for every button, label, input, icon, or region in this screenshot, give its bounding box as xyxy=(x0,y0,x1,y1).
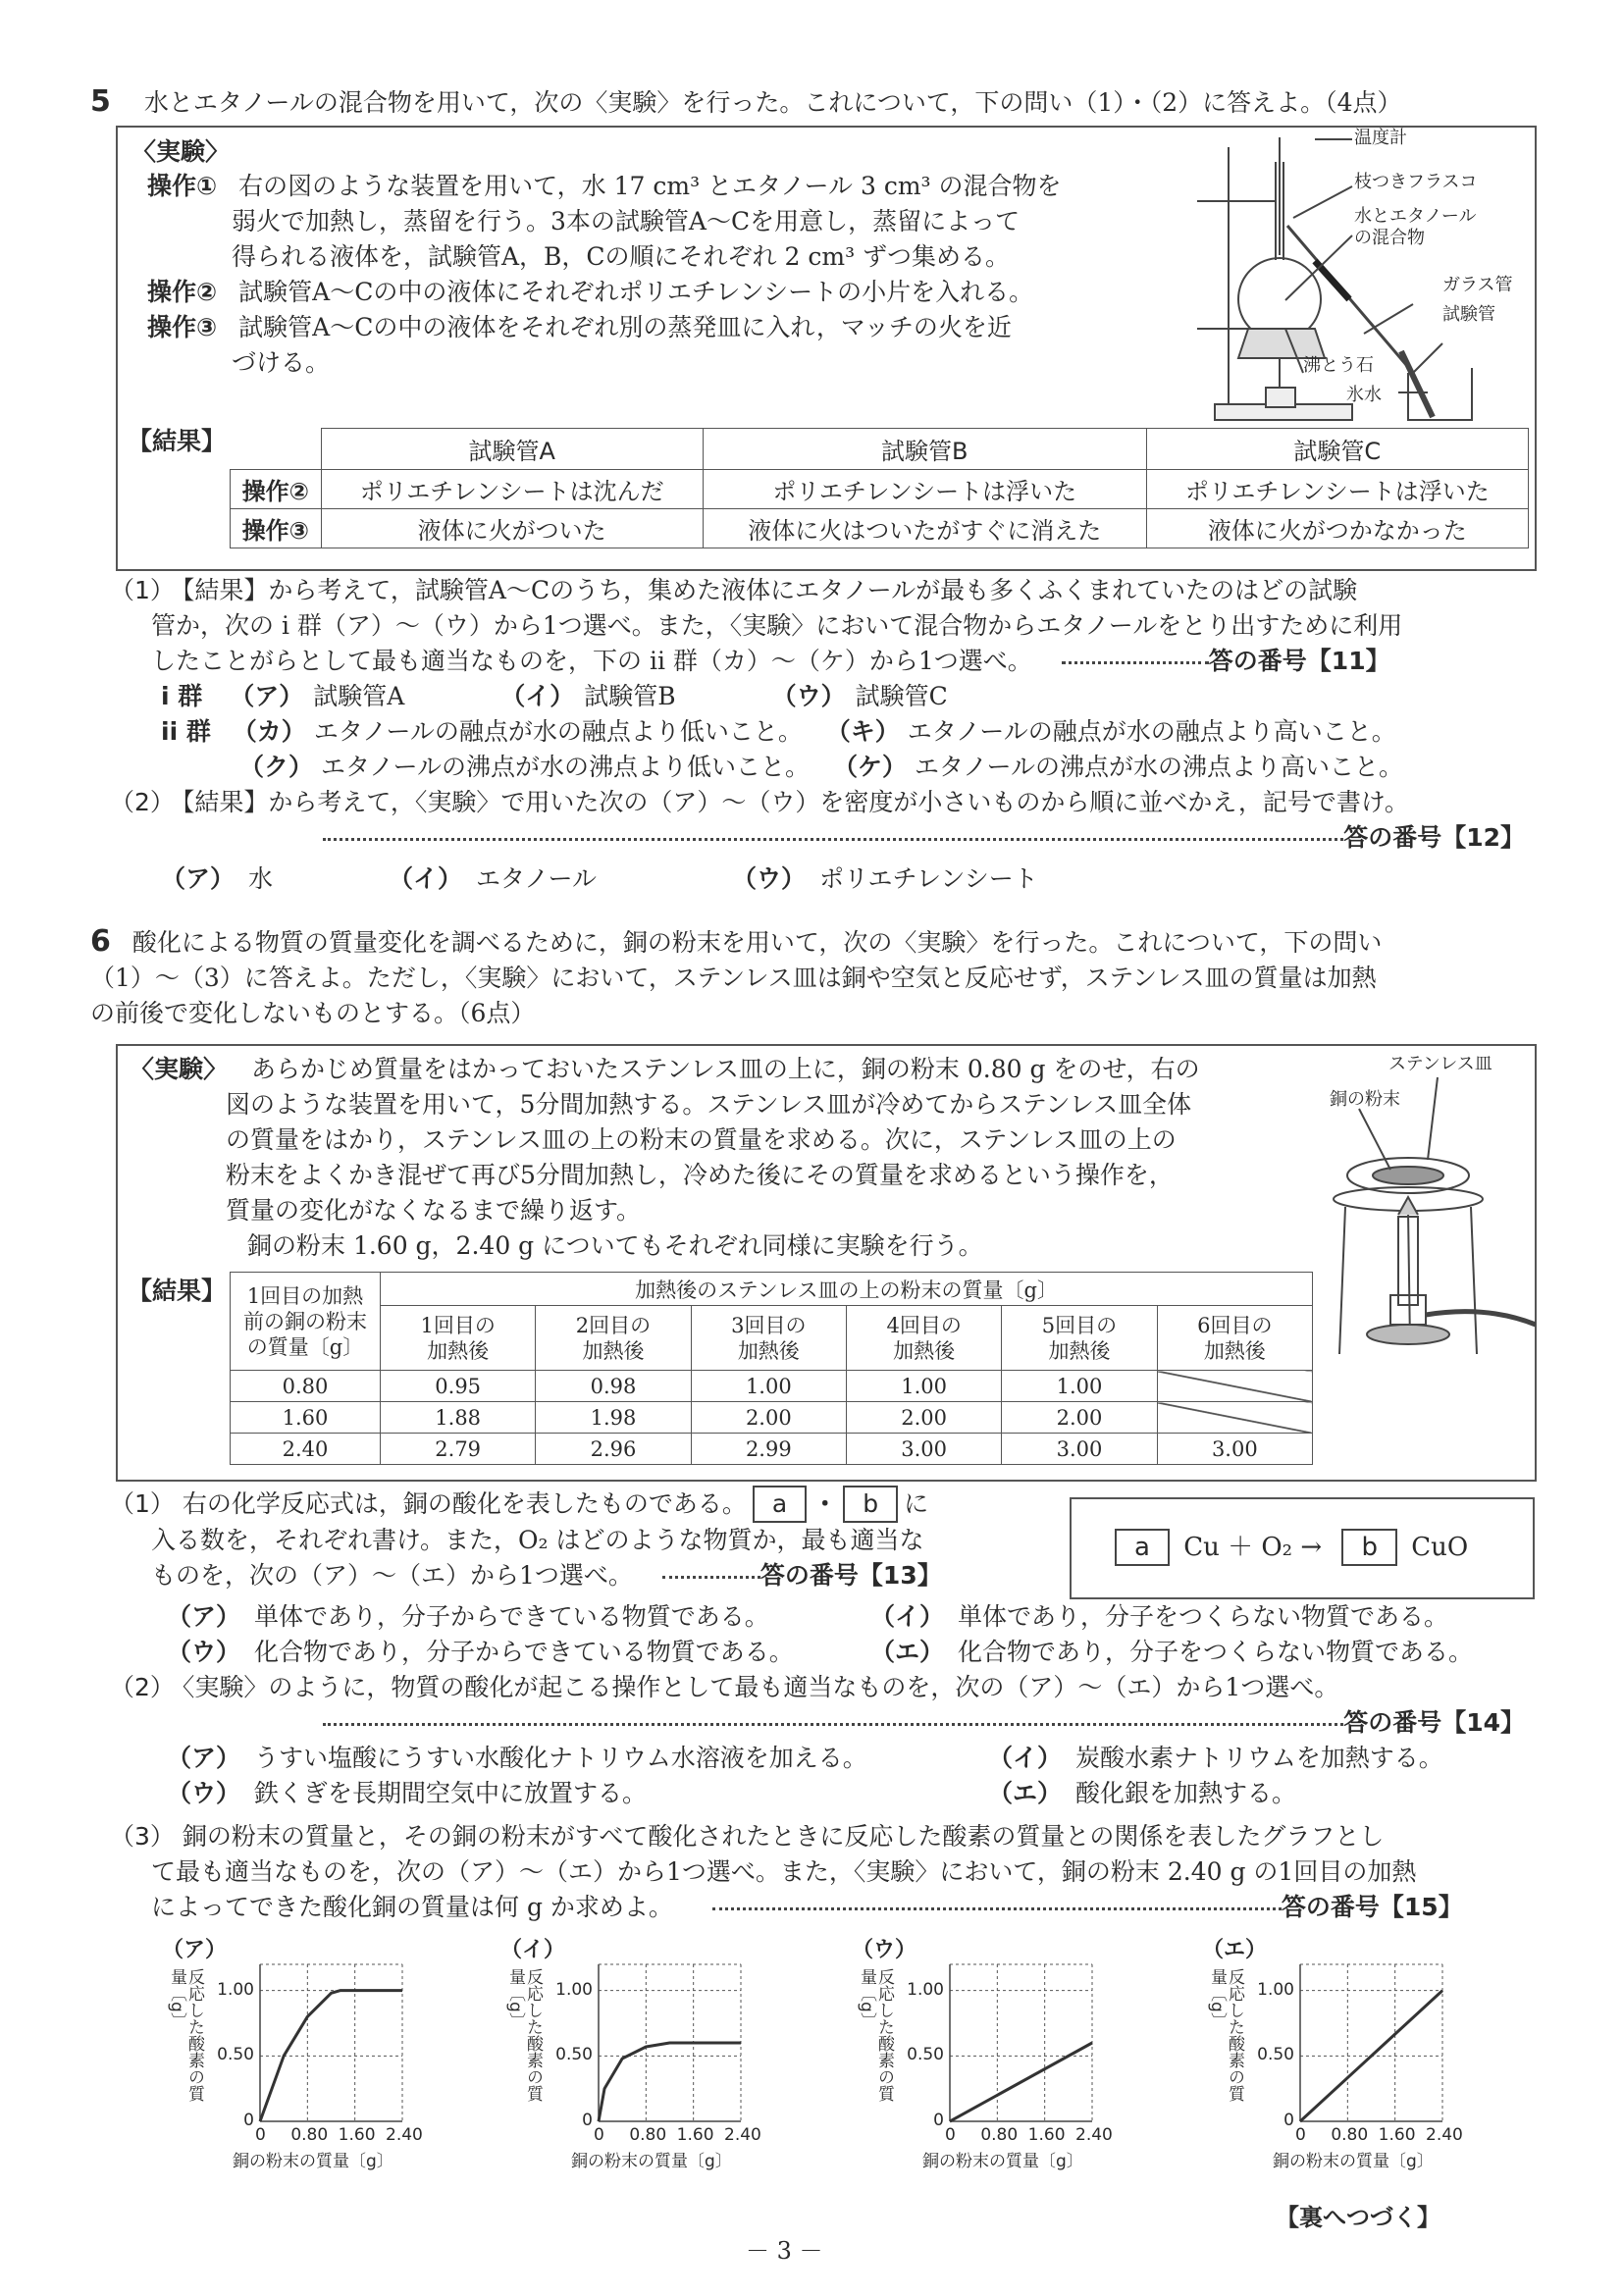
blank-box-b: b xyxy=(843,1486,898,1523)
q6-exp-line-3: の質量をはかり，ステンレス皿の上の粉末の質量を求める。次に，ステンレス皿の上の xyxy=(226,1125,1177,1154)
q6-question-2 xyxy=(110,1670,1543,1811)
cell: 1.98 xyxy=(536,1402,691,1434)
leader-dots xyxy=(1062,661,1209,664)
op1-text-1: 右の図のような装置を用いて，水 17 cm³ とエタノール 3 cm³ の混合物を xyxy=(238,172,1062,200)
choice-text: 単体であり，分子をつくらない物質である。 xyxy=(957,1602,1448,1631)
graph-choice-1 xyxy=(162,1933,456,2171)
cell: 0.98 xyxy=(536,1371,691,1402)
choice-text: エタノールの融点が水の融点より低いこと。 xyxy=(313,717,803,746)
choice-key: （エ） xyxy=(987,1779,1062,1807)
q5-1-text-3: したことがらとして最も適当なものを，下の ii 群（カ）～（ケ）から1つ選べ。 xyxy=(151,647,1032,675)
x-axis-label: 銅の粉末の質量〔g〕 xyxy=(922,2152,1083,2171)
choice-key: （ウ） xyxy=(771,682,846,710)
x-tick-label: 2.40 xyxy=(724,2125,761,2145)
x-tick-label: 1.60 xyxy=(1378,2125,1416,2145)
table-header-row xyxy=(231,429,1529,470)
empty-cell-slash xyxy=(1157,1371,1312,1402)
page-number: － 3 － xyxy=(746,2237,823,2265)
label-test-tube: 試験管 xyxy=(1442,304,1495,325)
equation-blank-b: b xyxy=(1341,1529,1397,1566)
x-tick-label: 2.40 xyxy=(386,2125,423,2145)
q6-exp-line-1: あらかじめ質量をはかっておいたステンレス皿の上に，銅の粉末 0.80 g をのせ，右の xyxy=(251,1055,1200,1083)
answer-number-15: 答の番号【15】 xyxy=(1281,1893,1463,1921)
col-header-line: 加熱後 xyxy=(427,1338,490,1363)
blank-box-a: a xyxy=(753,1486,807,1523)
choice-text: エタノールの融点が水の融点より高いこと。 xyxy=(907,717,1396,746)
answer-number-11: 答の番号【11】 xyxy=(1208,647,1390,675)
cell: 2.96 xyxy=(536,1434,691,1465)
choice-text: うすい塩酸にうすい水酸化ナトリウム水溶液を加える。 xyxy=(254,1744,867,1772)
choice-text: エタノールの沸点が水の沸点より高いこと。 xyxy=(915,753,1404,781)
continue-note: 【裏へつづく】 xyxy=(1276,2204,1440,2231)
col-header-line: 2回目の xyxy=(575,1313,652,1337)
x-tick-label: 2.40 xyxy=(1075,2125,1113,2145)
leader-dots xyxy=(323,838,1343,841)
choice-text: 炭酸水素ナトリウムを加熱する。 xyxy=(1074,1744,1443,1772)
x-tick-label: 0.80 xyxy=(1331,2125,1369,2145)
q6-experiment-label: 〈実験〉 xyxy=(130,1055,229,1083)
y-tick-label: 0.50 xyxy=(555,2045,593,2065)
y-tick-label: 0 xyxy=(582,2111,593,2130)
cell: 0.80 xyxy=(231,1371,381,1402)
choice-text: 試験管C xyxy=(855,682,948,710)
x-tick-label: 0 xyxy=(945,2125,956,2145)
cell: 1.88 xyxy=(381,1402,536,1434)
cell: ポリエチレンシートは沈んだ xyxy=(321,470,703,509)
choice-text: 試験管A xyxy=(313,682,405,710)
q6-1-number: （1） xyxy=(110,1489,175,1518)
choice-key: （イ） xyxy=(987,1744,1062,1772)
col-header-line: 加熱後 xyxy=(1048,1338,1111,1363)
cell: 液体に火がついた xyxy=(321,509,703,548)
q5-number: 5 xyxy=(90,84,111,119)
q6-3-text-3: によってできた酸化銅の質量は何 g か求めよ。 xyxy=(151,1893,673,1921)
burner-figure xyxy=(1330,1050,1536,1383)
q5-operations xyxy=(147,169,1168,381)
choice-key: （ウ） xyxy=(167,1779,241,1807)
choice-key: （ク） xyxy=(239,753,314,781)
label-ice-water: 氷水 xyxy=(1346,385,1382,405)
header-tube-a: 試験管A xyxy=(321,429,703,470)
graph-choice-4 xyxy=(1202,1933,1496,2171)
choice-text: 化合物であり，分子からできている物質である。 xyxy=(254,1638,794,1666)
op1-line-1 xyxy=(147,169,1168,204)
label-stainless-dish: ステンレス皿 xyxy=(1388,1054,1492,1074)
op2-text: 試験管A～Cの中の液体にそれぞれポリエチレンシートの小片を入れる。 xyxy=(238,278,1034,306)
cell: 2.00 xyxy=(846,1402,1001,1434)
col-header-line: 5回目の xyxy=(1041,1313,1118,1337)
x-tick-label: 0.80 xyxy=(290,2125,329,2145)
y-axis-label: 反応した酸素の質量〔g〕 xyxy=(857,1968,894,2102)
choice-text: 水 xyxy=(248,864,274,893)
table-subheader-row xyxy=(231,1306,1313,1371)
op3-text-2: づける。 xyxy=(232,348,331,377)
y-tick-label: 0 xyxy=(1283,2111,1294,2130)
label-boiling-stone: 沸とう石 xyxy=(1303,355,1374,376)
y-tick-label: 0 xyxy=(243,2111,254,2130)
cell: 1.00 xyxy=(1002,1371,1157,1402)
q6-result-table xyxy=(230,1272,1313,1465)
cell: 2.40 xyxy=(231,1434,381,1465)
op3-line xyxy=(147,310,1168,345)
header-tube-b: 試験管B xyxy=(703,429,1146,470)
graph-title: （エ） xyxy=(1202,1938,1268,1962)
q6-question-3 xyxy=(110,1819,1543,1925)
x-tick-label: 0.80 xyxy=(629,2125,667,2145)
choice-text: 単体であり，分子からできている物質である。 xyxy=(254,1602,769,1631)
q6-intro-3: の前後で変化しないものとする。（6点） xyxy=(90,999,536,1027)
choice-key: （イ） xyxy=(500,682,575,710)
table-row xyxy=(231,1371,1313,1402)
cell: 1.00 xyxy=(691,1371,846,1402)
y-tick-label: 0 xyxy=(933,2111,944,2130)
q6-question-1 xyxy=(110,1486,1091,1593)
label-mixture: 水とエタノール xyxy=(1354,206,1477,227)
q6-intro-2: （1）～（3）に答えよ。ただし，〈実験〉において，ステンレス皿は銅や空気と反応せず，ステンレス皿の質量は加熱 xyxy=(90,964,1377,992)
choice-text: ポリエチレンシート xyxy=(818,864,1038,893)
choice-key: （イ） xyxy=(388,864,462,893)
q6-3-text-1: 銅の粉末の質量と，その銅の粉末がすべて酸化されたときに反応した酸素の質量との関係を表したグラフとし xyxy=(182,1822,1385,1851)
x-tick-label: 1.60 xyxy=(1027,2125,1066,2145)
q5-experiment-label: 〈実験〉 xyxy=(131,137,231,166)
op2-label: 操作② xyxy=(147,278,218,306)
cell: 3.00 xyxy=(1157,1434,1312,1465)
choice-key: （ア） xyxy=(167,1602,241,1631)
col-header-line: 6回目の xyxy=(1197,1313,1273,1337)
cell: 液体に火がつかなかった xyxy=(1146,509,1528,548)
choice-text: 酸化銀を加熱する。 xyxy=(1074,1779,1296,1807)
label-copper-powder: 銅の粉末 xyxy=(1330,1089,1400,1110)
y-tick-label: 1.00 xyxy=(907,1979,944,2000)
group-ii-label: ii 群 xyxy=(161,717,211,746)
q6-number: 6 xyxy=(90,924,111,959)
choice-key: （キ） xyxy=(825,717,900,746)
label-thermometer: 温度計 xyxy=(1354,128,1407,148)
col-header xyxy=(381,1306,536,1371)
cell: 2.79 xyxy=(381,1434,536,1465)
x-tick-label: 1.60 xyxy=(338,2125,376,2145)
col-header xyxy=(691,1306,846,1371)
choice-key: （カ） xyxy=(232,717,306,746)
x-tick-label: 1.60 xyxy=(676,2125,714,2145)
cell: 1.00 xyxy=(846,1371,1001,1402)
y-tick-label: 0.50 xyxy=(1257,2045,1294,2065)
table-corner xyxy=(231,429,322,470)
y-tick-label: 0.50 xyxy=(907,2045,944,2065)
row-header-line: 前の銅の粉末 xyxy=(243,1309,367,1333)
q5-1-number: （1） xyxy=(110,576,175,604)
row-header-line: の質量〔g〕 xyxy=(246,1334,364,1359)
q6-intro-1: 酸化による物質の質量変化を調べるために，銅の粉末を用いて，次の〈実験〉を行った。これについて，下の問い xyxy=(131,928,1383,957)
q6-1-text-1: 右の化学反応式は，銅の酸化を表したものである。 xyxy=(182,1489,747,1518)
graph-title: （イ） xyxy=(500,1938,566,1962)
q5-1-text-2: 管か，次の i 群（ア）～（ウ）から1つ選べ。また，〈実験〉において混合物からエタノールをとり出すために利用 xyxy=(151,611,1403,640)
cell: 0.95 xyxy=(381,1371,536,1402)
q6-exp-line-2: 図のような装置を用いて，5分間加熱する。ステンレス皿が冷めてからステンレス皿全体 xyxy=(226,1090,1192,1119)
table-row xyxy=(231,509,1529,548)
cell: 2.99 xyxy=(691,1434,846,1465)
choice-text: エタノール xyxy=(476,864,598,893)
q6-3-text-2: て最も適当なものを，次の（ア）～（エ）から1つ選べ。また，〈実験〉において，銅の粉末 2.40 g の1回目の加熱 xyxy=(151,1857,1417,1886)
graph-choice-3 xyxy=(852,1933,1146,2171)
header-tube-c: 試験管C xyxy=(1146,429,1528,470)
choice-key: （ケ） xyxy=(832,753,907,781)
table-row xyxy=(231,470,1529,509)
cell: 液体に火はついたがすぐに消えた xyxy=(703,509,1146,548)
q6-2-number: （2） xyxy=(110,1673,175,1701)
answer-number-14: 答の番号【14】 xyxy=(1343,1708,1525,1737)
col-header-line: 1回目の xyxy=(420,1313,496,1337)
cell: 2.00 xyxy=(1002,1402,1157,1434)
q5-intro: 水とエタノールの混合物を用いて，次の〈実験〉を行った。これについて，下の問い（1）・（2）に答えよ。（4点） xyxy=(143,88,1402,117)
cell: ポリエチレンシートは浮いた xyxy=(1146,470,1528,509)
choice-key: （ウ） xyxy=(167,1638,241,1666)
choice-key: （イ） xyxy=(869,1602,944,1631)
choice-text: 鉄くぎを長期間空気中に放置する。 xyxy=(254,1779,648,1807)
label-mixture-2: の混合物 xyxy=(1354,228,1425,248)
particle: に xyxy=(904,1489,929,1518)
col-header-line: 加熱後 xyxy=(893,1338,956,1363)
q5-result-label: 【結果】 xyxy=(128,427,227,455)
leader-dots xyxy=(323,1723,1343,1726)
row-header-line: 1回目の加熱 xyxy=(246,1283,364,1308)
op1-text-2: 弱火で加熱し，蒸留を行う。3本の試験管A～Cを用意し，蒸留によって xyxy=(232,207,1021,235)
q5-header xyxy=(90,84,1402,121)
separator: ・ xyxy=(812,1489,838,1518)
leader-dots xyxy=(712,1907,1282,1910)
graph-choices xyxy=(0,1933,1623,2171)
cell: 3.00 xyxy=(1002,1434,1157,1465)
distillation-figure xyxy=(1178,128,1531,432)
col-header-line: 加熱後 xyxy=(737,1338,800,1363)
q6-1-text-2: 入る数を，それぞれ書け。また，O₂ はどのような物質か，最も適当な xyxy=(151,1526,924,1554)
y-axis-label: 反応した酸素の質量〔g〕 xyxy=(505,1968,543,2102)
op3-text-1: 試験管A～Cの中の液体をそれぞれ別の蒸発皿に入れ，マッチの火を近 xyxy=(238,313,1012,341)
col-header xyxy=(846,1306,1001,1371)
col-header-line: 4回目の xyxy=(886,1313,962,1337)
q5-1-text-1: 【結果】から考えて，試験管A～Cのうち，集めた液体にエタノールが最も多くふくまれていたのはどの試験 xyxy=(182,576,1358,604)
leader-dots xyxy=(662,1576,760,1579)
y-tick-label: 1.00 xyxy=(1257,1979,1294,2000)
op2-line xyxy=(147,275,1168,310)
choice-key: （ア） xyxy=(161,864,236,893)
row-header-cell xyxy=(231,1273,381,1371)
cell: 3.00 xyxy=(846,1434,1001,1465)
cell: 1.60 xyxy=(231,1402,381,1434)
q6-exp-line-5: 質量の変化がなくなるまで繰り返す。 xyxy=(226,1196,642,1225)
choice-key: （エ） xyxy=(869,1638,944,1666)
q6-exp-line-4: 粉末をよくかき混ぜて再び5分間加熱し，冷めた後にその質量を求めるという操作を， xyxy=(226,1161,1174,1189)
answer-number-12: 答の番号【12】 xyxy=(1343,823,1525,852)
table-row xyxy=(231,1434,1313,1465)
q6-experiment-text xyxy=(130,1052,1327,1264)
col-header-line: 加熱後 xyxy=(582,1338,645,1363)
cell: 2.00 xyxy=(691,1402,846,1434)
choice-key: （ア） xyxy=(230,682,304,710)
q6-exp-line-6: 銅の粉末 1.60 g，2.40 g についてもそれぞれ同様に実験を行う。 xyxy=(247,1231,983,1260)
empty-cell-slash xyxy=(1157,1402,1312,1434)
x-axis-label: 銅の粉末の質量〔g〕 xyxy=(1273,2152,1434,2171)
graph-title: （ウ） xyxy=(852,1938,917,1962)
q6-result-label: 【結果】 xyxy=(128,1277,227,1305)
q5-2-text: 【結果】から考えて，〈実験〉で用いた次の（ア）～（ウ）を密度が小さいものから順に並べかえ，記号で書け。 xyxy=(182,788,1409,816)
q6-1-choices xyxy=(167,1599,1560,1670)
y-axis-label: 反応した酸素の質量〔g〕 xyxy=(167,1968,204,2102)
equation-blank-a: a xyxy=(1115,1529,1170,1566)
q5-question-1 xyxy=(110,573,1543,897)
col-header xyxy=(536,1306,691,1371)
op1-label: 操作① xyxy=(147,172,218,200)
table-header-row xyxy=(231,1273,1313,1306)
x-axis-label: 銅の粉末の質量〔g〕 xyxy=(233,2152,393,2171)
equation-box xyxy=(1070,1497,1535,1599)
x-tick-label: 0 xyxy=(255,2125,266,2145)
row-label-op3: 操作③ xyxy=(231,509,322,548)
y-tick-label: 1.00 xyxy=(555,1979,593,2000)
x-tick-label: 0 xyxy=(594,2125,604,2145)
x-axis-label: 銅の粉末の質量〔g〕 xyxy=(571,2152,732,2171)
op3-label: 操作③ xyxy=(147,313,218,341)
equation-product: CuO xyxy=(1411,1533,1469,1562)
x-tick-label: 2.40 xyxy=(1426,2125,1463,2145)
label-glass-tube: ガラス管 xyxy=(1442,275,1513,295)
col-header xyxy=(1157,1306,1312,1371)
choice-text: エタノールの沸点が水の沸点より低いこと。 xyxy=(321,753,811,781)
y-tick-label: 0.50 xyxy=(217,2045,254,2065)
choice-text: 試験管B xyxy=(584,682,676,710)
label-flask: 枝つきフラスコ xyxy=(1354,172,1478,192)
choice-text: 化合物であり，分子をつくらない物質である。 xyxy=(957,1638,1473,1666)
choice-key: （ウ） xyxy=(731,864,806,893)
y-tick-label: 1.00 xyxy=(217,1979,254,2000)
group-header: 加熱後のステンレス皿の上の粉末の質量〔g〕 xyxy=(381,1273,1313,1306)
choice-key: （ア） xyxy=(167,1744,241,1772)
op1-text-3: 得られる液体を，試験管A，B，Cの順にそれぞれ 2 cm³ ずつ集める。 xyxy=(232,242,1011,271)
q6-header xyxy=(90,924,1543,1031)
cell: ポリエチレンシートは浮いた xyxy=(703,470,1146,509)
graph-title: （ア） xyxy=(162,1938,228,1962)
row-label-op2: 操作② xyxy=(231,470,322,509)
q5-2-number: （2） xyxy=(110,788,175,816)
answer-number-13: 答の番号【13】 xyxy=(759,1561,942,1590)
q6-1-text-3: ものを，次の（ア）～（エ）から1つ選べ。 xyxy=(151,1561,633,1590)
graph-choice-2 xyxy=(500,1933,795,2171)
x-tick-label: 0 xyxy=(1295,2125,1306,2145)
equation-reactants: Cu ＋ O₂ → xyxy=(1183,1533,1323,1562)
y-axis-label: 反応した酸素の質量〔g〕 xyxy=(1207,1968,1244,2102)
group-i-label: i 群 xyxy=(161,682,203,710)
q6-2-text: 〈実験〉のように，物質の酸化が起こる操作として最も適当なものを，次の（ア）～（エ）から1つ選べ。 xyxy=(182,1673,1339,1701)
col-header xyxy=(1002,1306,1157,1371)
q6-3-number: （3） xyxy=(110,1822,175,1851)
col-header-line: 加熱後 xyxy=(1203,1338,1266,1363)
col-header-line: 3回目の xyxy=(731,1313,807,1337)
q5-result-table xyxy=(230,428,1529,548)
x-tick-label: 0.80 xyxy=(980,2125,1019,2145)
table-row xyxy=(231,1402,1313,1434)
q5-section xyxy=(0,0,1623,913)
